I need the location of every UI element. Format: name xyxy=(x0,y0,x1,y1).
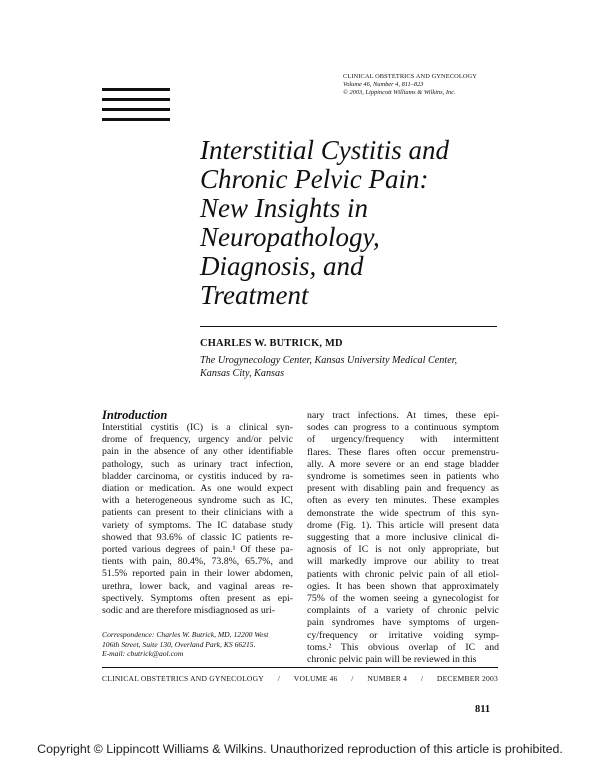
article-title xyxy=(200,136,520,310)
body-line: showed that 93.6% of classic IC patients re- xyxy=(102,531,293,543)
section-heading: Introduction xyxy=(102,408,168,422)
body-line: Interstitial cystitis (IC) is a clinical syn- xyxy=(102,422,293,433)
decorative-bar xyxy=(102,118,170,121)
body-line: of urgency/frequency with intermittent xyxy=(307,434,499,446)
running-footer xyxy=(102,674,498,683)
title-divider xyxy=(200,326,497,327)
body-line: will markedly improve our ability to treat xyxy=(307,556,499,568)
footer-date: DECEMBER 2003 xyxy=(436,674,498,683)
author-affiliation xyxy=(200,355,500,380)
body-line: ally. A more severe or an end stage bladder xyxy=(307,458,499,470)
footer-volume: VOLUME 46 xyxy=(293,674,338,683)
body-line: 75% of the women seeing a gynecologist for xyxy=(307,593,499,605)
journal-copyright: © 2003, Lippincott Williams & Wilkins, Inc. xyxy=(343,89,456,97)
decorative-bar xyxy=(102,98,170,101)
body-line: demonstrate the wide spectrum of this syn- xyxy=(307,507,499,519)
correspondence-line: 106th Street, Suite 130, Overland Park, KS 66215. xyxy=(102,639,256,649)
title-line: Treatment xyxy=(200,280,309,310)
body-line: sodic and are therefore misdiagnosed as uri- xyxy=(102,605,276,617)
body-line: complaints of a variety of chronic pelvic xyxy=(307,605,499,617)
body-line: often as every ten minutes. These examples xyxy=(307,495,499,507)
body-line: 51.5% reported pain in their lower abdomen, xyxy=(102,568,293,580)
footer-journal: CLINICAL OBSTETRICS AND GYNECOLOGY xyxy=(102,674,264,683)
footer-separator: / xyxy=(277,674,281,683)
footer-separator: / xyxy=(351,674,354,683)
title-line: New Insights in xyxy=(200,193,369,223)
right-column xyxy=(307,410,499,666)
body-line: sodes can progress to a continuous symptom xyxy=(307,422,499,434)
journal-volume: Volume 46, Number 4, 811–823 xyxy=(343,81,424,89)
body-line: variety of symptoms. The IC database study xyxy=(102,519,293,531)
body-line: ogies. It has been shown that approximately xyxy=(307,580,499,592)
body-line: spectively. Symptoms often present as epi- xyxy=(102,592,293,604)
body-line: patients can present to their clinicians with a xyxy=(102,507,293,519)
body-line: drome (Fig. 1). This article will present data xyxy=(307,519,499,531)
page-number: 811 xyxy=(475,704,491,715)
correspondence-line: Correspondence: Charles W. Butrick, MD, 12200 West xyxy=(102,630,269,639)
body-line: urethra, lower back, and vaginal areas re- xyxy=(102,580,293,592)
body-line: pain syndromes have symptoms of urgen- xyxy=(307,617,499,629)
decorative-bars xyxy=(102,88,170,128)
body-line: ported various degrees of pain.¹ Of these pa- xyxy=(102,544,293,556)
decorative-bar xyxy=(102,108,170,111)
body-line: drome of frequency, urgency and/or pelvic xyxy=(102,434,293,446)
affiliation-line: The Urogynecology Center, Kansas University Medical Center, xyxy=(200,355,458,366)
body-line: with a heterogeneous syndrome such as IC, xyxy=(102,495,293,507)
footer-separator: / xyxy=(420,674,424,683)
correspondence-note xyxy=(102,630,294,659)
body-line: bladder carcinoma, or cystitis induced by ra- xyxy=(102,470,293,482)
title-line: Interstitial Cystitis and xyxy=(200,135,450,165)
footer-divider xyxy=(102,667,498,668)
correspondence-email: E-mail: cbutrick@aol.com xyxy=(102,649,184,659)
body-line: flares. These flares often occur premenstru- xyxy=(307,446,499,458)
title-line: Neuropathology, xyxy=(200,222,380,252)
journal-name: CLINICAL OBSTETRICS AND GYNECOLOGY xyxy=(343,73,477,80)
author-name: CHARLES W. BUTRICK, MD xyxy=(200,338,343,349)
body-line: pain in the absence of any other identifiable xyxy=(102,446,293,458)
body-line: suggesting that a more inclusive clinical di- xyxy=(307,532,499,544)
body-line: present with disabling pain and frequency as xyxy=(307,483,499,495)
journal-header xyxy=(343,73,543,98)
footer-number: NUMBER 4 xyxy=(367,674,408,683)
title-line: Diagnosis, and xyxy=(200,251,364,281)
body-line: pathology, such as urinary tract infection, xyxy=(102,458,293,470)
body-line: toms.² This obvious overlap of IC and xyxy=(307,641,499,653)
body-line: syndrome is sometimes seen in patients who xyxy=(307,471,499,483)
left-column xyxy=(102,422,293,617)
copyright-notice: Copyright © Lippincott Williams & Wilkins. Unauthorized reproduction of this article is prohibited. xyxy=(37,742,563,756)
body-line: diation or medication. As one would expect xyxy=(102,483,293,495)
title-line: Chronic Pelvic Pain: xyxy=(200,164,429,194)
body-line: cy/frequency or irritative voiding symp- xyxy=(307,629,499,641)
body-line: patients with chronic pelvic pain of all etiol- xyxy=(307,568,499,580)
body-line: agnosis of IC is not only appropriate, but xyxy=(307,544,499,556)
affiliation-line: Kansas City, Kansas xyxy=(200,367,285,379)
body-line: nary tract infections. At times, these epi- xyxy=(307,410,499,421)
decorative-bar xyxy=(102,88,170,91)
body-line: tients with pain, 80.4%, 73.8%, 65.7%, and xyxy=(102,556,293,568)
body-line: chronic pelvic pain will be reviewed in this xyxy=(307,654,477,666)
